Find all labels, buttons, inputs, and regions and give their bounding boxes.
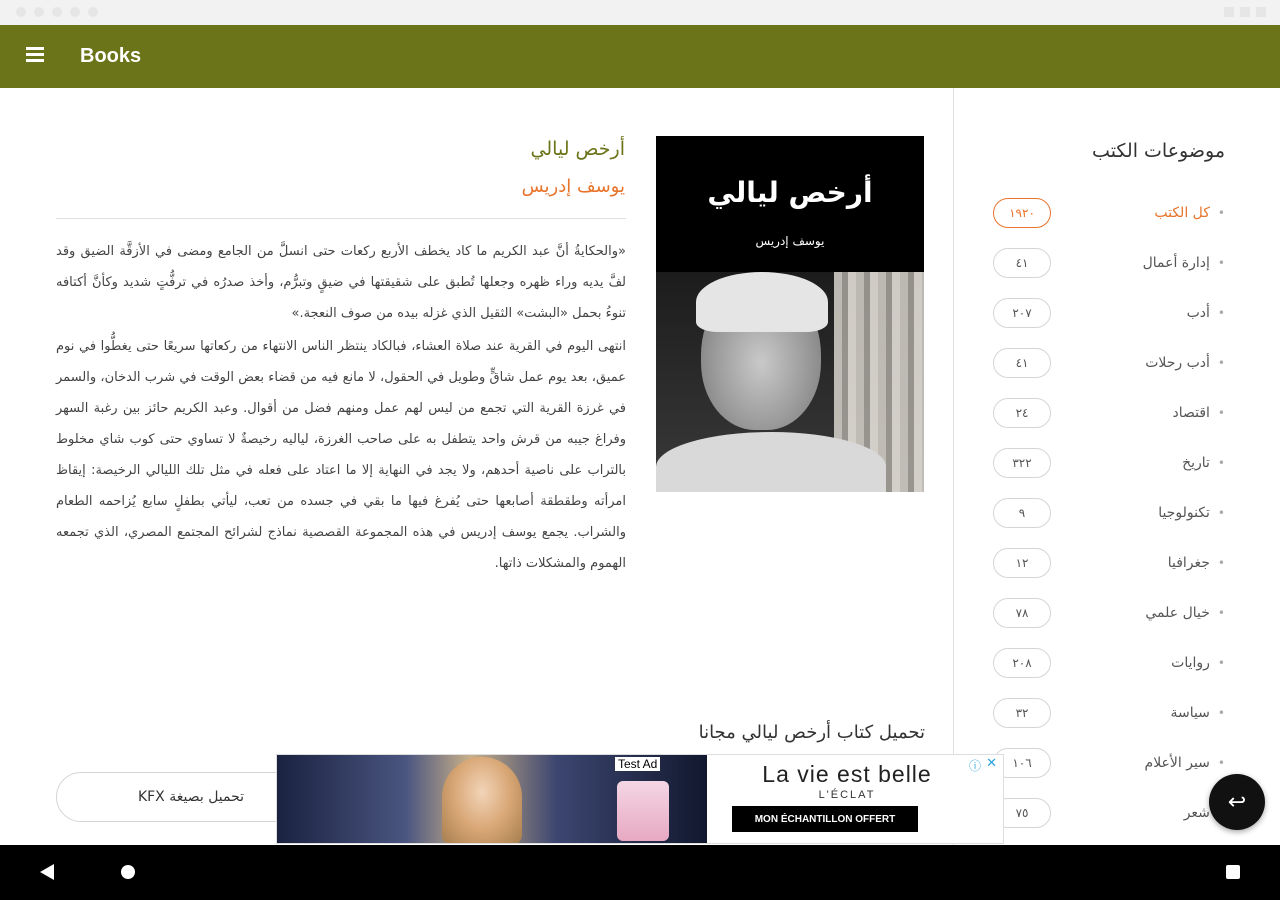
- ad-subline: L'ÉCLAT: [818, 789, 876, 801]
- categories-sidebar: [960, 88, 1280, 845]
- category-item[interactable]: [995, 248, 1225, 278]
- category-item[interactable]: [995, 548, 1225, 578]
- category-count-badge: ٤١: [993, 348, 1051, 378]
- perfume-bottle-image: [617, 781, 669, 841]
- category-name: روايات: [1171, 655, 1210, 671]
- category-item[interactable]: [995, 198, 1225, 228]
- category-count-badge: ٢٠٨: [993, 648, 1051, 678]
- category-name: تكنولوجيا: [1158, 505, 1210, 521]
- nav-recents-icon[interactable]: [1226, 865, 1240, 879]
- category-name: أدب رحلات: [1145, 355, 1210, 371]
- bullet-icon: •: [1217, 556, 1225, 570]
- category-count-badge: ١٩٢٠: [993, 198, 1051, 228]
- category-name: سياسة: [1170, 705, 1210, 721]
- category-label: [1171, 655, 1225, 671]
- category-name: تاريخ: [1182, 455, 1210, 471]
- download-kfx-button[interactable]: تحميل بصيغة KFX: [56, 772, 326, 822]
- test-ad-label: Test Ad: [615, 757, 660, 771]
- category-item[interactable]: [995, 298, 1225, 328]
- system-nav-bar: [0, 845, 1280, 900]
- category-name: خيال علمي: [1145, 605, 1210, 621]
- bullet-icon: •: [1217, 456, 1225, 470]
- ad-info-icon[interactable]: ⓘ: [968, 759, 981, 773]
- category-item[interactable]: [995, 798, 1225, 828]
- category-count-badge: ١٢: [993, 548, 1051, 578]
- category-count-badge: ٧٨: [993, 598, 1051, 628]
- category-item[interactable]: [995, 448, 1225, 478]
- category-item[interactable]: [995, 348, 1225, 378]
- category-count-badge: ٣٢٢: [993, 448, 1051, 478]
- ad-close-icon[interactable]: ✕: [986, 756, 997, 771]
- category-count-badge: ٢٤: [993, 398, 1051, 428]
- category-count-badge: ٢٠٧: [993, 298, 1051, 328]
- category-label: [1172, 405, 1225, 421]
- category-label: [1168, 555, 1225, 571]
- bullet-icon: •: [1217, 206, 1225, 220]
- nav-home-icon[interactable]: [121, 865, 135, 879]
- category-count-badge: ٤١: [993, 248, 1051, 278]
- ad-model-photo: [442, 757, 522, 844]
- back-fab-icon[interactable]: ↩: [1209, 774, 1265, 830]
- category-name: إدارة أعمال: [1142, 255, 1210, 271]
- title-divider: [56, 218, 626, 219]
- category-name: اقتصاد: [1172, 405, 1210, 421]
- category-label: [1170, 705, 1225, 721]
- bullet-icon: •: [1217, 756, 1225, 770]
- description-paragraph: «والحكايةُ أنَّ عبد الكريم ما كاد يخطف الأربع ركعات حتى انسلَّ من الجامع ومضى في الأزقَّة الضيق وقد لفَّ يديه وراء ظهره وجعلها تُطبق على شقيقتها في ضيقٍ وتبرُّم، وأخذ صدرُه في ترفُّتٍ شديد وكأنَّ أكتافه تنوءُ بحمل «البشت» الثقيل الذي غزله بيده من صوف النعجة.»: [56, 244, 626, 321]
- author-photo: [656, 272, 924, 492]
- category-name: جغرافيا: [1167, 555, 1210, 571]
- bullet-icon: •: [1217, 506, 1225, 520]
- category-count-badge: ٩: [993, 498, 1051, 528]
- app-title: Books: [80, 45, 142, 67]
- bullet-icon: •: [1217, 406, 1225, 420]
- category-label: [1145, 355, 1225, 371]
- book-author[interactable]: يوسف إدريس: [521, 176, 625, 197]
- category-name: كل الكتب: [1154, 205, 1210, 221]
- category-item[interactable]: [995, 748, 1225, 778]
- status-bar: [0, 0, 1280, 25]
- cover-title: أرخص ليالي: [707, 176, 873, 209]
- book-cover[interactable]: [656, 136, 924, 492]
- category-count-badge: ٣٢: [993, 698, 1051, 728]
- bullet-icon: •: [1217, 256, 1225, 270]
- cover-author: يوسف إدريس: [755, 234, 825, 248]
- category-name: شعر: [1183, 805, 1210, 821]
- category-label: [1182, 455, 1225, 471]
- category-label: [1154, 205, 1225, 221]
- book-description: [56, 236, 626, 581]
- sidebar-title: موضوعات الكتب: [1092, 140, 1225, 162]
- category-name: سير الأعلام: [1144, 755, 1210, 771]
- nav-back-icon[interactable]: [40, 864, 54, 880]
- bullet-icon: •: [1217, 606, 1225, 620]
- category-label: [1158, 505, 1225, 521]
- status-icons: [16, 7, 98, 17]
- bullet-icon: •: [1217, 356, 1225, 370]
- category-item[interactable]: [995, 648, 1225, 678]
- category-item[interactable]: [995, 598, 1225, 628]
- download-heading: تحميل كتاب أرخص ليالي مجانا: [698, 722, 925, 743]
- ad-banner[interactable]: [276, 754, 1004, 844]
- category-count-badge: ٧٥: [993, 798, 1051, 828]
- bullet-icon: •: [1217, 306, 1225, 320]
- category-count-badge: ١٠٦: [993, 748, 1051, 778]
- category-label: [1187, 305, 1225, 321]
- book-title: أرخص ليالي: [530, 138, 625, 160]
- category-item[interactable]: [995, 698, 1225, 728]
- ad-headline: La vie est belle: [762, 761, 932, 787]
- category-label: [1145, 755, 1225, 771]
- sidebar-divider: [953, 88, 954, 845]
- category-name: أدب: [1186, 305, 1210, 321]
- app-bar: [0, 25, 1280, 88]
- category-label: [1143, 255, 1225, 271]
- category-item[interactable]: [995, 498, 1225, 528]
- description-paragraph: انتهى اليوم في القرية عند صلاة العشاء، فبالكاد ينتظر الناس الانتهاء من ركعاتها سريعًا حتى يغطُّوا في نوم عميق، بعد يوم عمل شاقٍّ وطويل في الحقول، لا مانع فيه من قضاء بعض الوقت في شرب الدخان، والسمر في غرزة القرية التي تجمع من ليس لهم عمل ومنهم فضل من أقوال. وعبد الكريم حائز بين رغبة السهر وفراغ جيبه من قرش واحد يتطفل به على صاحب الغرزة، لياليه رخيصةٌ لا تساوي حتى كوب شاي مخلوط بالتراب على ناصية أحدهم، ولا يجد في النهاية إلا ما اعتاد على فعله في مثل تلك الليالي الرخيصة: إيقاظ امرأته وطقطقة أصابعها حتى يُفرغ فيها ما بقي في جسده من تعب، ليأتي بطفلٍ سابع يُزاحمه الطعام والشراب. يجمع يوسف إدريس في هذه المجموعة القصصية نماذج لشرائح المجتمع المصري، الذي تجمعه الهموم والمشكلات ذاتها.: [56, 339, 626, 571]
- category-item[interactable]: [995, 398, 1225, 428]
- bullet-icon: •: [1217, 656, 1225, 670]
- system-icons: [1224, 7, 1266, 17]
- hamburger-menu-icon[interactable]: [22, 44, 50, 70]
- bullet-icon: •: [1217, 706, 1225, 720]
- ad-cta-button[interactable]: MON ÉCHANTILLON OFFERT: [732, 806, 918, 832]
- category-label: [1145, 605, 1225, 621]
